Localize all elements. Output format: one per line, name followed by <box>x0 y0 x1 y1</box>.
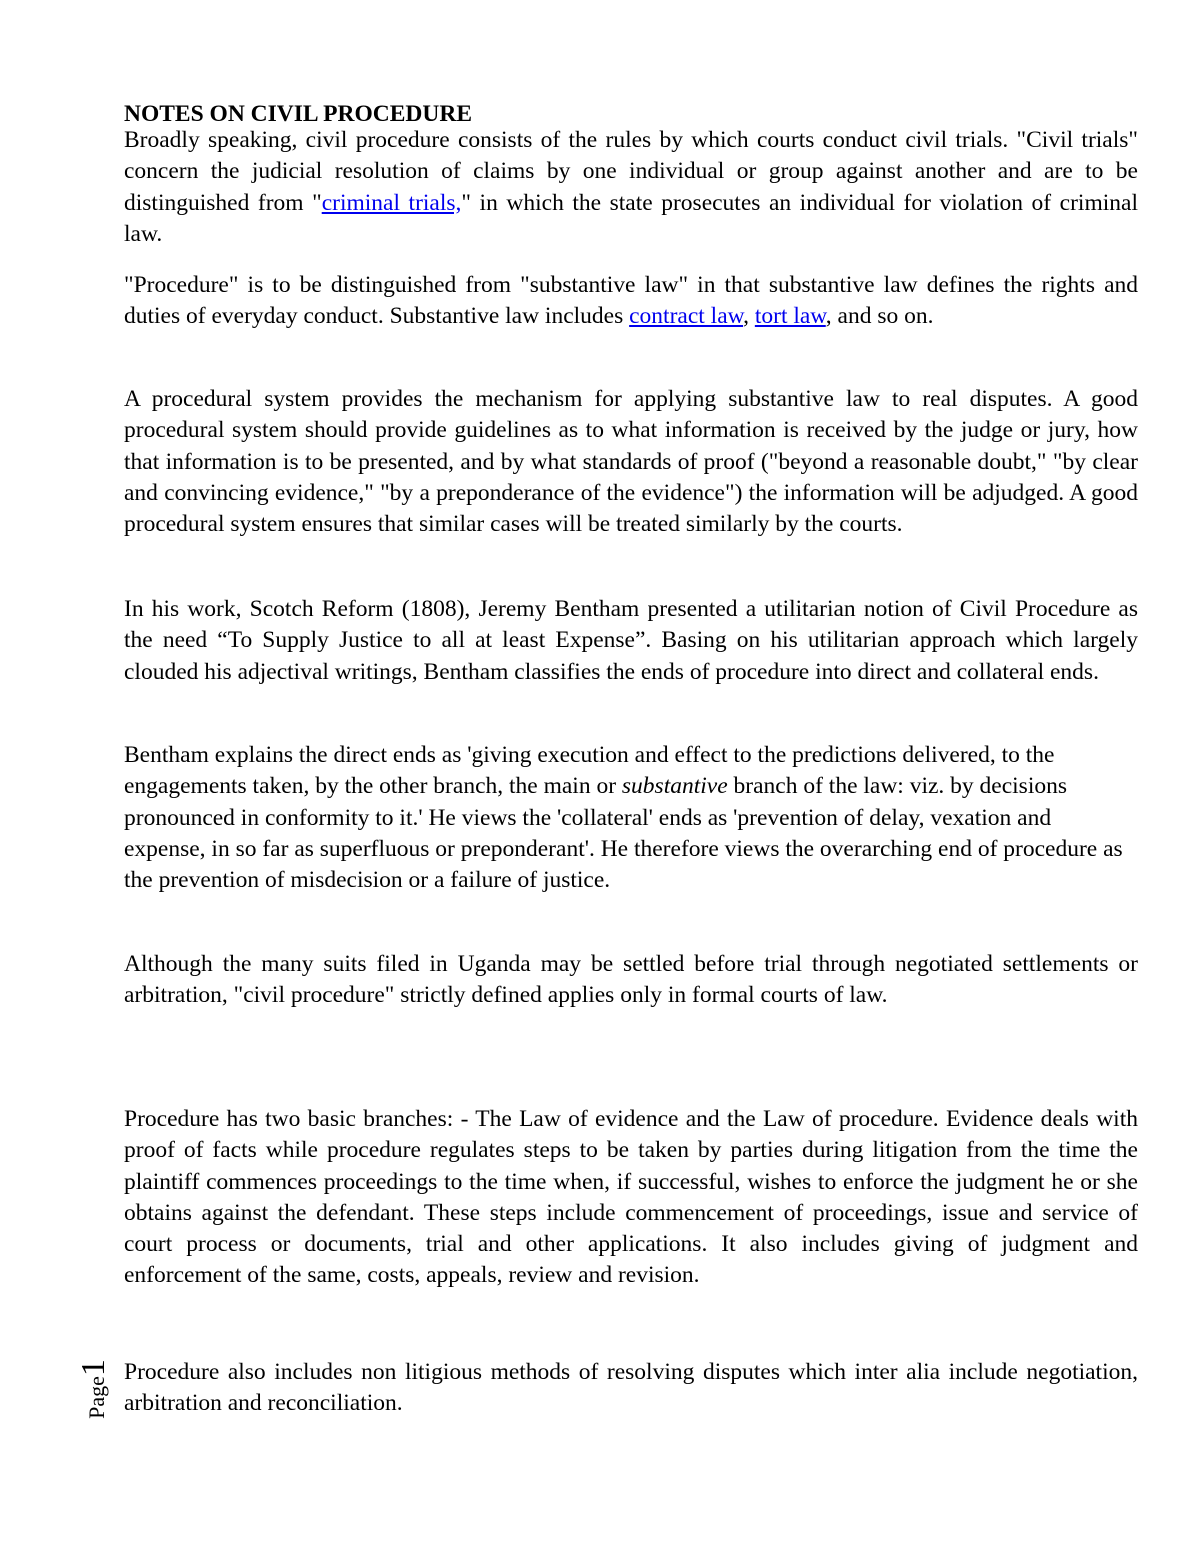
text: Procedure has two basic branches: - The Law of evidence and the Law of procedure. Evidence deals with proof of facts while procedure regulates steps to be taken by parties during litigation from the time the plaintiff commences proceedings to the time when, if successful, wishes to enforce the judgment he or she obtains against the defendant. These steps include commencement of proceedings, issue and service of court process or documents, trial and other applications. It also includes giving of judgment and enforcement of the same, costs, appeals, review and revision. <box>124 1106 1138 1289</box>
text: "Procedure" is to be distinguished from "substantive law" in that substantive law defines the rights and duties of everyday conduct. Substantive law includes <box>124 272 1138 330</box>
text: Procedure also includes non litigious methods of resolving disputes which inter alia include negotiation, arbitration and reconciliation. <box>124 1359 1138 1417</box>
paragraph-8 <box>124 1357 1138 1420</box>
text: branch of the law: viz. by decisions pronounced in conformity to it.' He views the 'collateral' ends as 'prevention of delay, vexation and expense, in so far as superfluous or preponderant'. He therefore views the overarching end of procedure as the prevention of misdecision or a failure of justice. <box>124 773 1123 894</box>
text: Bentham explains the direct ends as 'giving execution and effect to the predictions delivered, to the engagements taken, by the other branch, the main or <box>124 742 1055 800</box>
text: A procedural system provides the mechanism for applying substantive law to real disputes. A good procedural system should provide guidelines as to what information is received by the judge or jury, how that information is to be presented, and by what standards of proof ("beyond a reasonable doubt," "by clear and convincing evidence," "by a preponderance of the evidence") the information will be adjudged. A good procedural system ensures that similar cases will be treated similarly by the courts. <box>124 386 1138 538</box>
text: " in which the state prosecutes an individual for violation of criminal law. <box>124 189 1138 247</box>
text: Although the many suits filed in Uganda may be settled before trial through negotiated settlements or arbitration, "civil procedure" strictly defined applies only in formal courts of law. <box>124 951 1138 1009</box>
page-label: Page <box>83 1376 109 1419</box>
link-criminal-trials[interactable]: criminal trials, <box>321 189 462 216</box>
paragraph-6 <box>124 949 1138 1012</box>
text: , and so on. <box>825 303 934 330</box>
paragraph-4 <box>124 594 1138 688</box>
italic-text: substantive <box>621 773 728 800</box>
paragraph-2 <box>124 270 1138 333</box>
link-tort-law[interactable]: tort law <box>754 303 826 330</box>
text: Broadly speaking, civil procedure consists of the rules by which courts conduct civil trials. "Civil trials" concern the judicial resolution of claims by one individual or group against another and are to be distinguished from " <box>124 127 1138 216</box>
document-title: NOTES ON CIVIL PROCEDURE <box>124 101 472 127</box>
text: In his work, Scotch Reform (1808), Jeremy Bentham presented a utilitarian notion of Civil Procedure as the need “To Supply Justice to all at least Expense”. Basing on his utilitarian approach which largely clouded his adjectival writings, Bentham classifies the ends of procedure into direct and collateral ends. <box>124 596 1138 685</box>
paragraph-1 <box>124 125 1138 250</box>
page-number-value: 1 <box>74 1359 112 1377</box>
link-contract-law[interactable]: contract law <box>629 303 744 330</box>
paragraph-5 <box>124 740 1138 896</box>
page-number <box>75 1359 113 1419</box>
paragraph-7 <box>124 1104 1138 1292</box>
text: , <box>743 303 755 330</box>
paragraph-3 <box>124 384 1138 540</box>
